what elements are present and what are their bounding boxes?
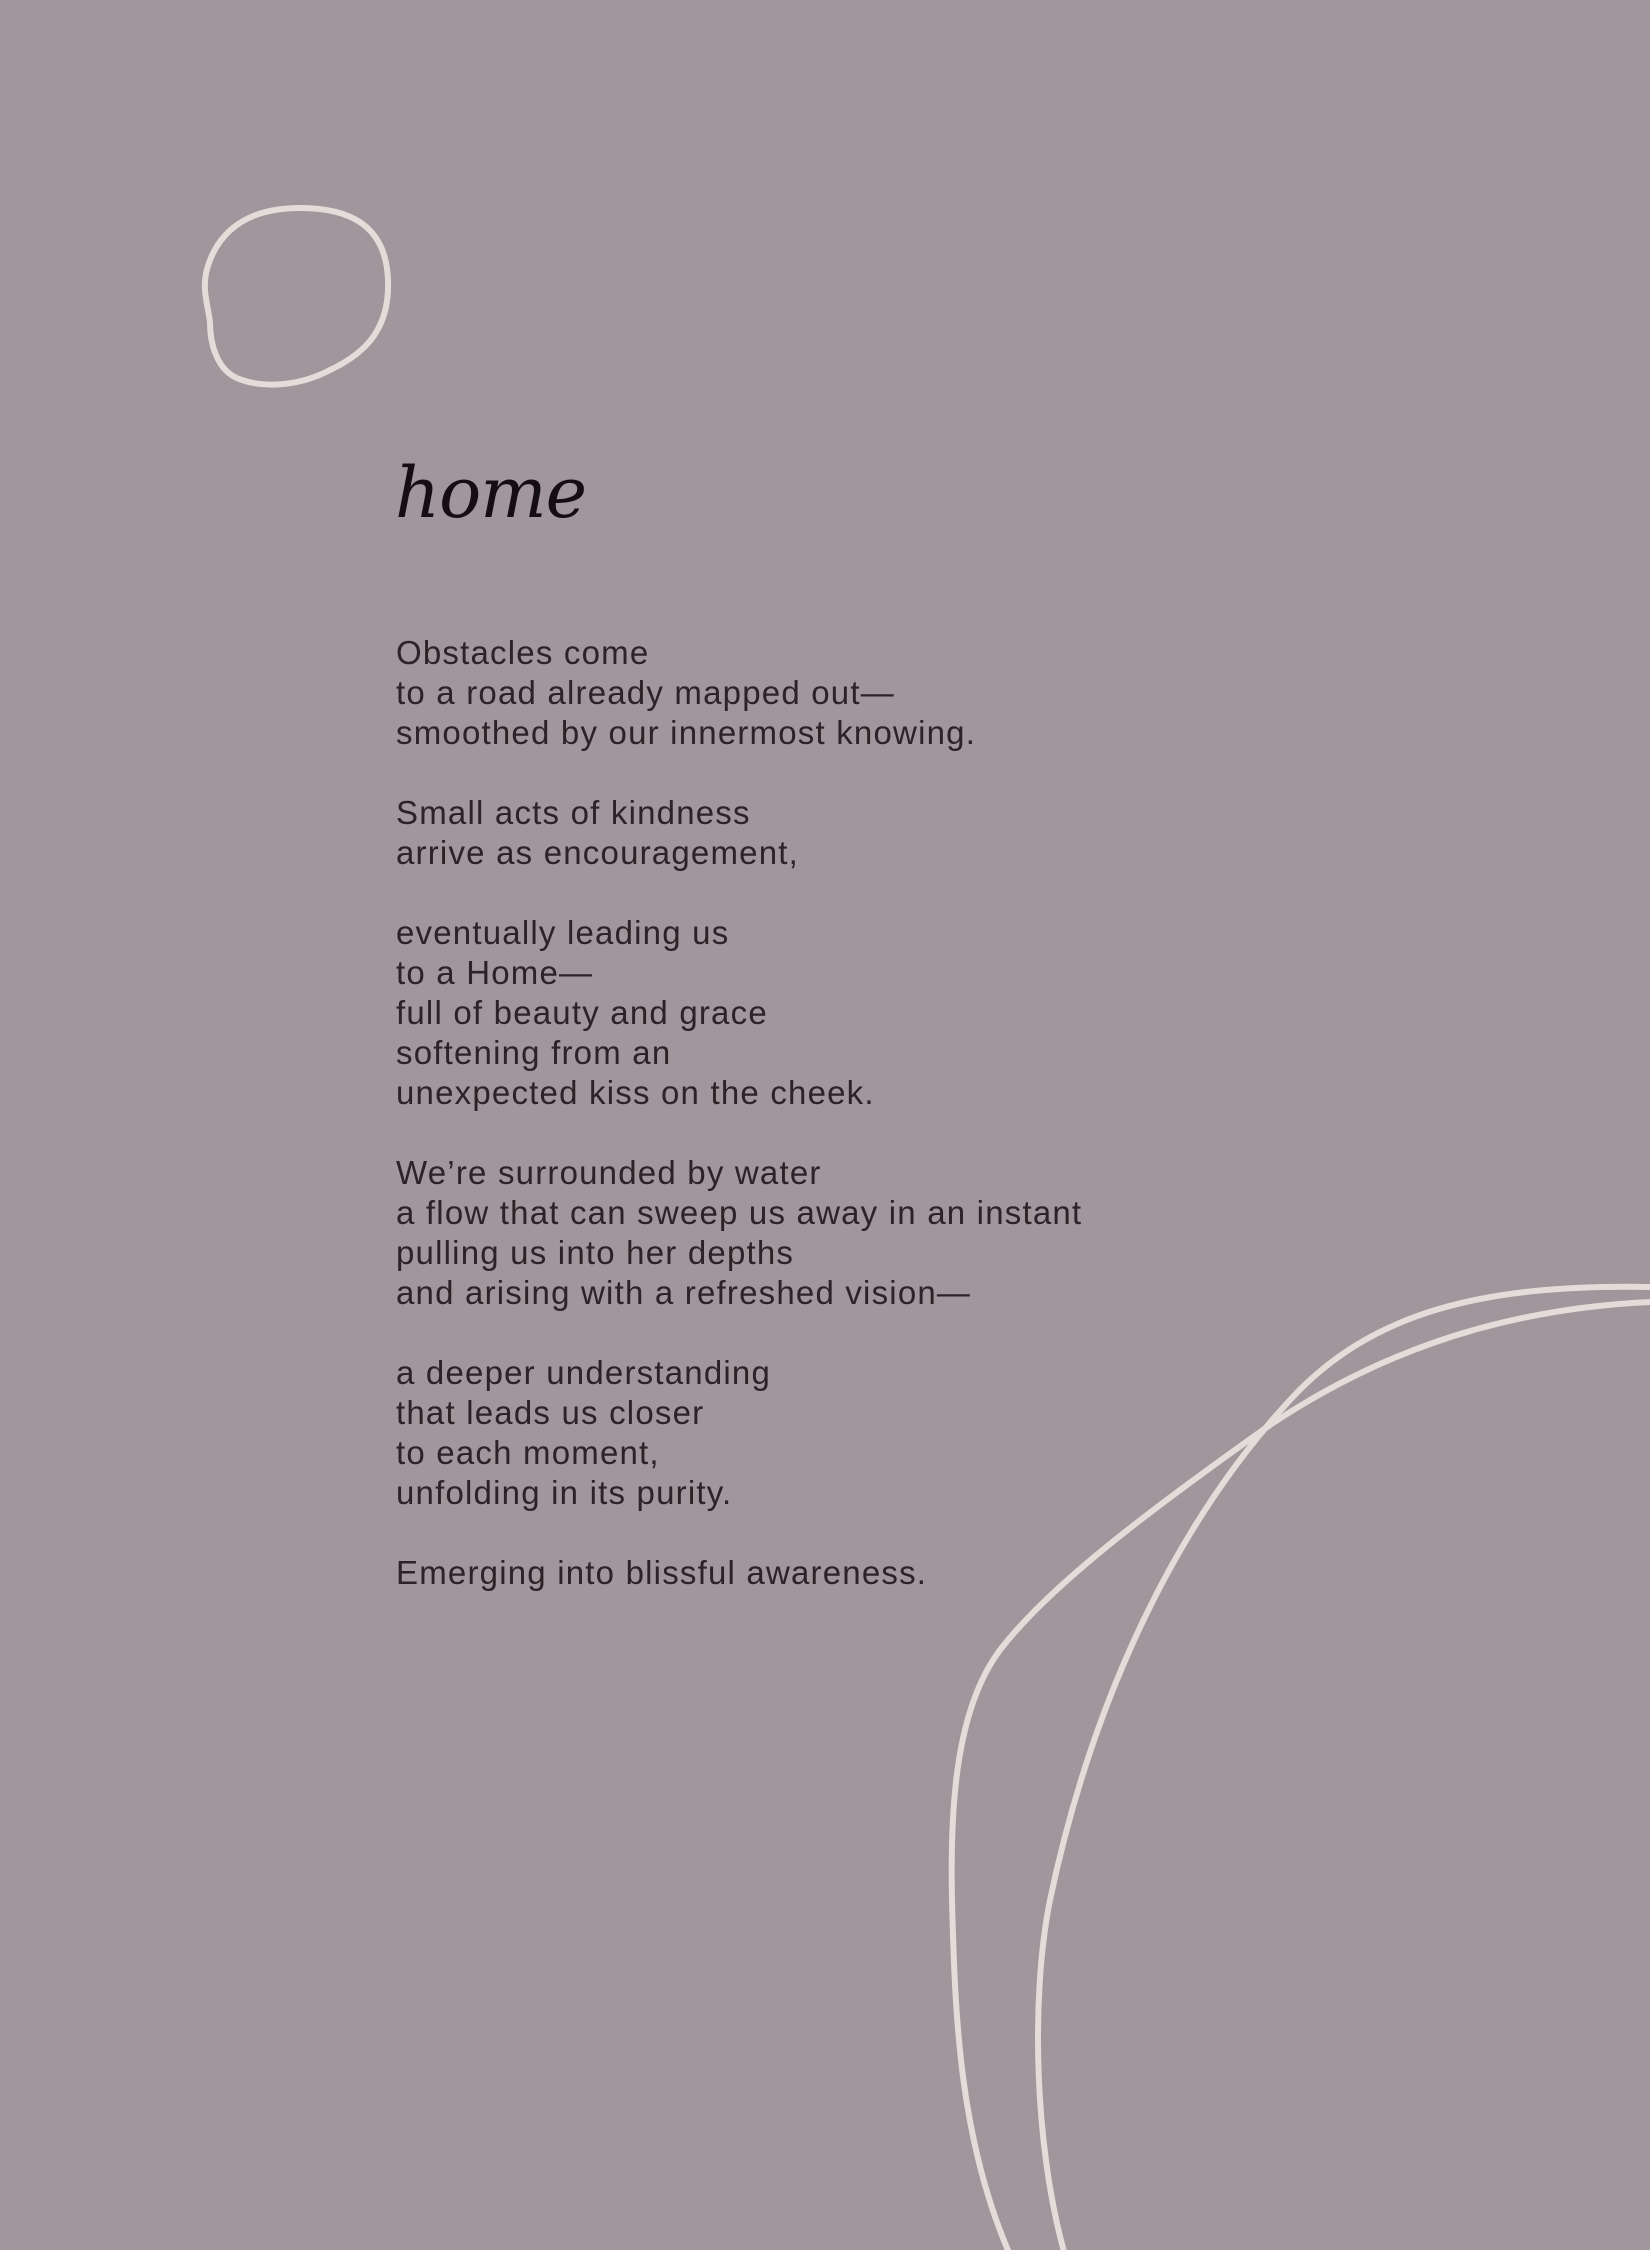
poem-title: home	[395, 452, 587, 534]
poem-line: a deeper understanding	[396, 1354, 772, 1391]
poem-line: unexpected kiss on the cheek.	[396, 1074, 875, 1111]
poem-stanza	[396, 633, 1082, 753]
poem-stanza	[396, 1153, 1082, 1313]
poem-line: Emerging into blissful awareness.	[396, 1554, 928, 1591]
poem-stanza	[396, 793, 1082, 873]
poem-body	[396, 633, 1082, 1593]
poem-line: to each moment,	[396, 1434, 660, 1471]
poem-stanza	[396, 1553, 1082, 1593]
poem-line: Small acts of kindness	[396, 794, 751, 831]
poem-line: pulling us into her depths	[396, 1234, 795, 1271]
poem-line: Obstacles come	[396, 634, 650, 671]
poem-line: a flow that can sweep us away in an instant	[396, 1194, 1083, 1231]
poem-line: smoothed by our innermost knowing.	[396, 714, 977, 751]
poem-stanza	[396, 1353, 1082, 1513]
poem-line: arrive as encouragement,	[396, 834, 799, 871]
large-arc-outer-decoration	[1038, 1287, 1650, 2250]
poem-line: unfolding in its purity.	[396, 1474, 733, 1511]
poem-stanza	[396, 913, 1082, 1113]
poem-line: to a Home—	[396, 954, 594, 991]
poem-line: to a road already mapped out—	[396, 674, 895, 711]
small-circle-decoration	[205, 208, 388, 385]
poem-line: that leads us closer	[396, 1394, 705, 1431]
poem-line: eventually leading us	[396, 914, 730, 951]
poem-line: We’re surrounded by water	[396, 1154, 822, 1191]
poem-line: softening from an	[396, 1034, 672, 1071]
poem-line: and arising with a refreshed vision—	[396, 1274, 972, 1311]
poem-line: full of beauty and grace	[396, 994, 768, 1031]
